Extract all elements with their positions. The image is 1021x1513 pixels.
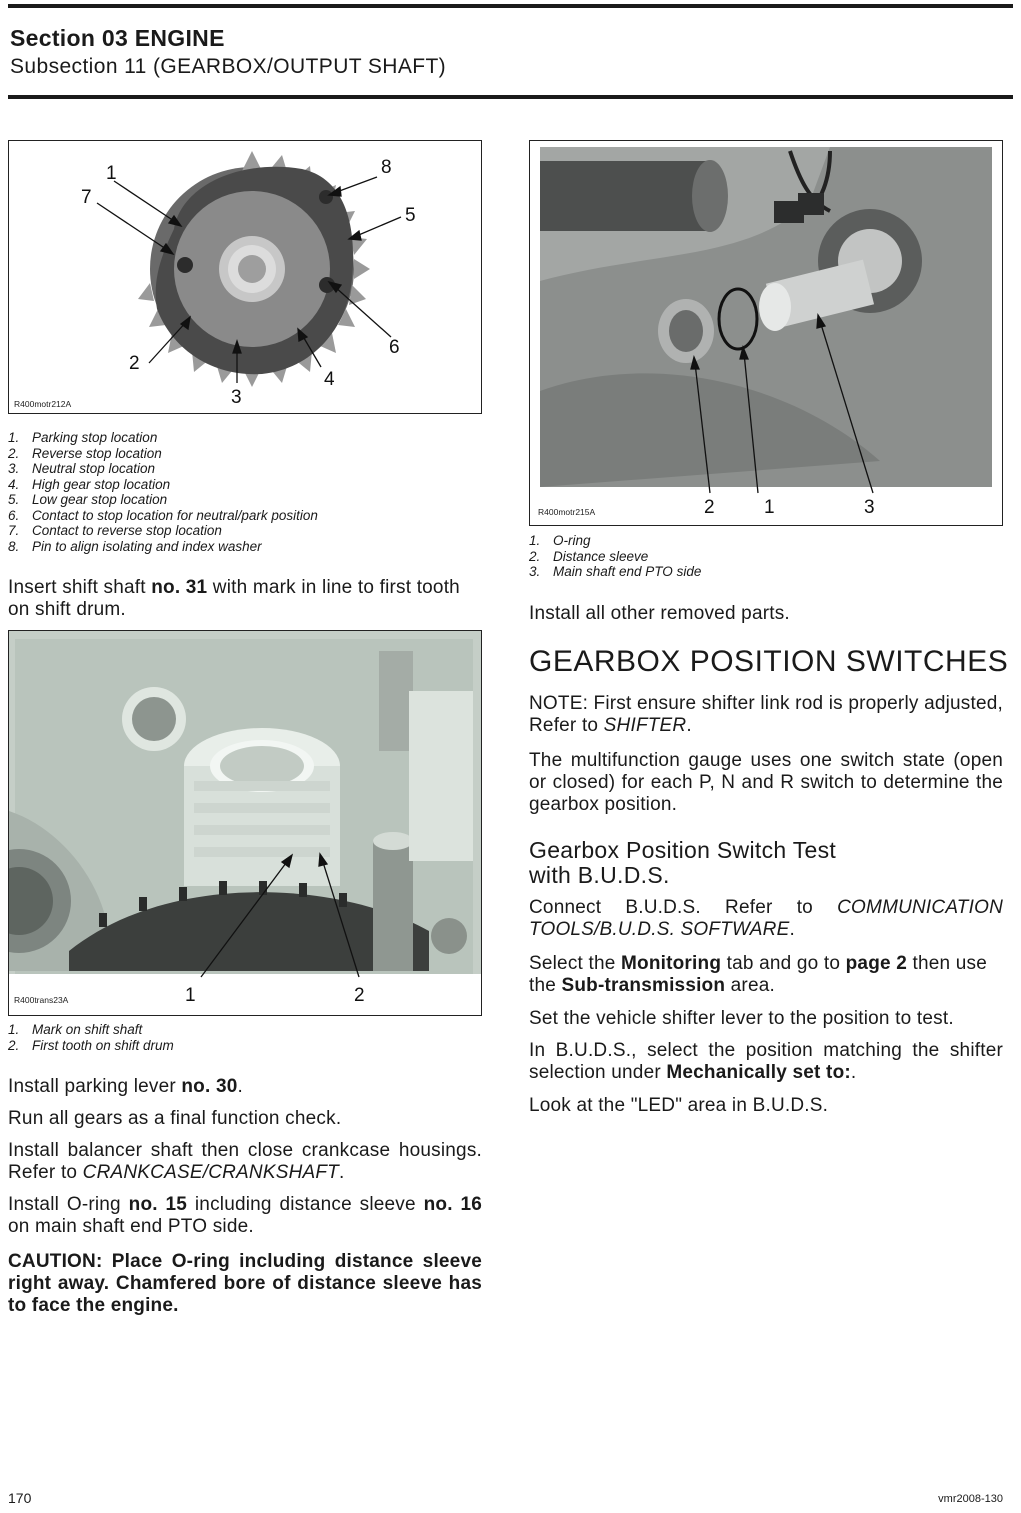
figure-gear-stops bbox=[8, 140, 482, 414]
callout-2: 2 bbox=[704, 497, 715, 518]
paragraph-select-position: In B.U.D.S., select the position matching the shifter selection under Mechanically set to:. bbox=[529, 1040, 1003, 1083]
legend-item: 5. Low gear stop location bbox=[8, 492, 168, 507]
callout-2: 2 bbox=[129, 353, 140, 374]
legend-item: 3. Neutral stop location bbox=[8, 461, 156, 476]
figure2-legend bbox=[8, 1022, 174, 1053]
oring-illustration bbox=[530, 141, 1002, 525]
header-rule bbox=[8, 95, 1013, 99]
paragraph-run-gears: Run all gears as a final function check. bbox=[8, 1108, 342, 1129]
legend-item: 8. Pin to align isolating and index washer bbox=[8, 538, 262, 554]
paragraph-insert-shift-shaft: Insert shift shaft no. 31 with mark in line to first tooth on shift drum. bbox=[8, 577, 460, 620]
legend-item: 2. Distance sleeve bbox=[529, 548, 649, 564]
paragraph-select-monitoring: Select the Monitoring tab and go to page 2 then use the Sub-transmission area. bbox=[529, 953, 988, 996]
paragraph-install-all: Install all other removed parts. bbox=[529, 603, 790, 624]
callout-1: 1 bbox=[106, 163, 117, 184]
note-label: NOTE: bbox=[529, 693, 589, 714]
subheading-switch-test: Gearbox Position Switch Test with B.U.D.S. bbox=[529, 837, 837, 888]
paragraph-gauge: The multifunction gauge uses one switch state (open or closed) for each P, N and R switch to determine the gearbox position. bbox=[529, 750, 1003, 815]
callout-4: 4 bbox=[324, 369, 335, 390]
paragraph-look-led: Look at the "LED" area in B.U.D.S. bbox=[529, 1095, 829, 1116]
callout-1: 1 bbox=[764, 497, 775, 518]
callout-3: 3 bbox=[864, 497, 875, 518]
paragraph-set-lever: Set the vehicle shifter lever to the position to test. bbox=[529, 1008, 954, 1029]
crossref-link[interactable]: CRANKCASE/CRANKSHAFT bbox=[82, 1162, 339, 1183]
figure1-legend bbox=[8, 430, 318, 554]
caution-label: CAUTION: bbox=[8, 1251, 103, 1272]
legend-item: 7. Contact to reverse stop location bbox=[8, 523, 222, 538]
paragraph-parking-lever: Install parking lever no. 30. bbox=[8, 1076, 243, 1097]
section-title: Section 03 ENGINE bbox=[10, 25, 225, 51]
legend-item: 4. High gear stop location bbox=[8, 476, 171, 492]
paragraph-oring: Install O-ring no. 15 including distance sleeve no. 16 on main shaft end PTO side. bbox=[8, 1194, 483, 1237]
paragraph-connect: Connect B.U.D.S. Refer to COMMUNICATION TOOLS/B.U.D.S. SOFTWARE. bbox=[529, 897, 1003, 940]
callout-1: 1 bbox=[185, 985, 196, 1006]
legend-item: 2. First tooth on shift drum bbox=[8, 1037, 174, 1053]
figure3-legend bbox=[529, 533, 701, 580]
callout-5: 5 bbox=[405, 205, 416, 226]
heading-gearbox-position-switches: GEARBOX POSITION SWITCHES bbox=[529, 645, 1009, 678]
figure-shift-shaft bbox=[8, 630, 482, 1016]
callout-8: 8 bbox=[381, 157, 392, 178]
page-number: 170 bbox=[8, 1490, 32, 1506]
legend-item: 1. Mark on shift shaft bbox=[8, 1022, 143, 1037]
figure-code: R400motr212A bbox=[14, 399, 72, 409]
legend-item: 2. Reverse stop location bbox=[8, 445, 162, 461]
callout-3: 3 bbox=[231, 387, 242, 408]
shift-shaft-illustration bbox=[9, 631, 481, 1015]
note-block: NOTE: First ensure shifter link rod is properly adjusted, Refer to SHIFTER. bbox=[529, 693, 1003, 736]
figure-oring bbox=[529, 140, 1003, 526]
legend-item: 6. Contact to stop location for neutral/park position bbox=[8, 507, 318, 523]
figure-code: R400trans23A bbox=[14, 995, 69, 1005]
caution-block: CAUTION: Place O-ring including distance sleeve right away. Chamfered bore of distance sleeve has to face the engine. bbox=[8, 1251, 482, 1316]
crossref-link[interactable]: SHIFTER bbox=[603, 715, 687, 736]
subsection-title: Subsection 11 (GEARBOX/OUTPUT SHAFT) bbox=[10, 55, 447, 78]
gear-stops-illustration bbox=[9, 141, 481, 413]
document-code: vmr2008-130 bbox=[938, 1493, 1003, 1505]
figure-code: R400motr215A bbox=[538, 507, 596, 517]
legend-item: 1. Parking stop location bbox=[8, 430, 158, 445]
crossref-link[interactable]: COMMUNICATION TOOLS/B.U.D.S. SOFTWARE bbox=[529, 897, 1003, 940]
callout-6: 6 bbox=[389, 337, 400, 358]
legend-item: 3. Main shaft end PTO side bbox=[529, 564, 702, 579]
callout-7: 7 bbox=[81, 187, 92, 208]
paragraph-balancer: Install balancer shaft then close crankcase housings. Refer to CRANKCASE/CRANKSHAFT. bbox=[8, 1140, 482, 1183]
top-rule bbox=[8, 4, 1013, 8]
callout-2: 2 bbox=[354, 985, 365, 1006]
legend-item: 1. O-ring bbox=[529, 533, 591, 548]
